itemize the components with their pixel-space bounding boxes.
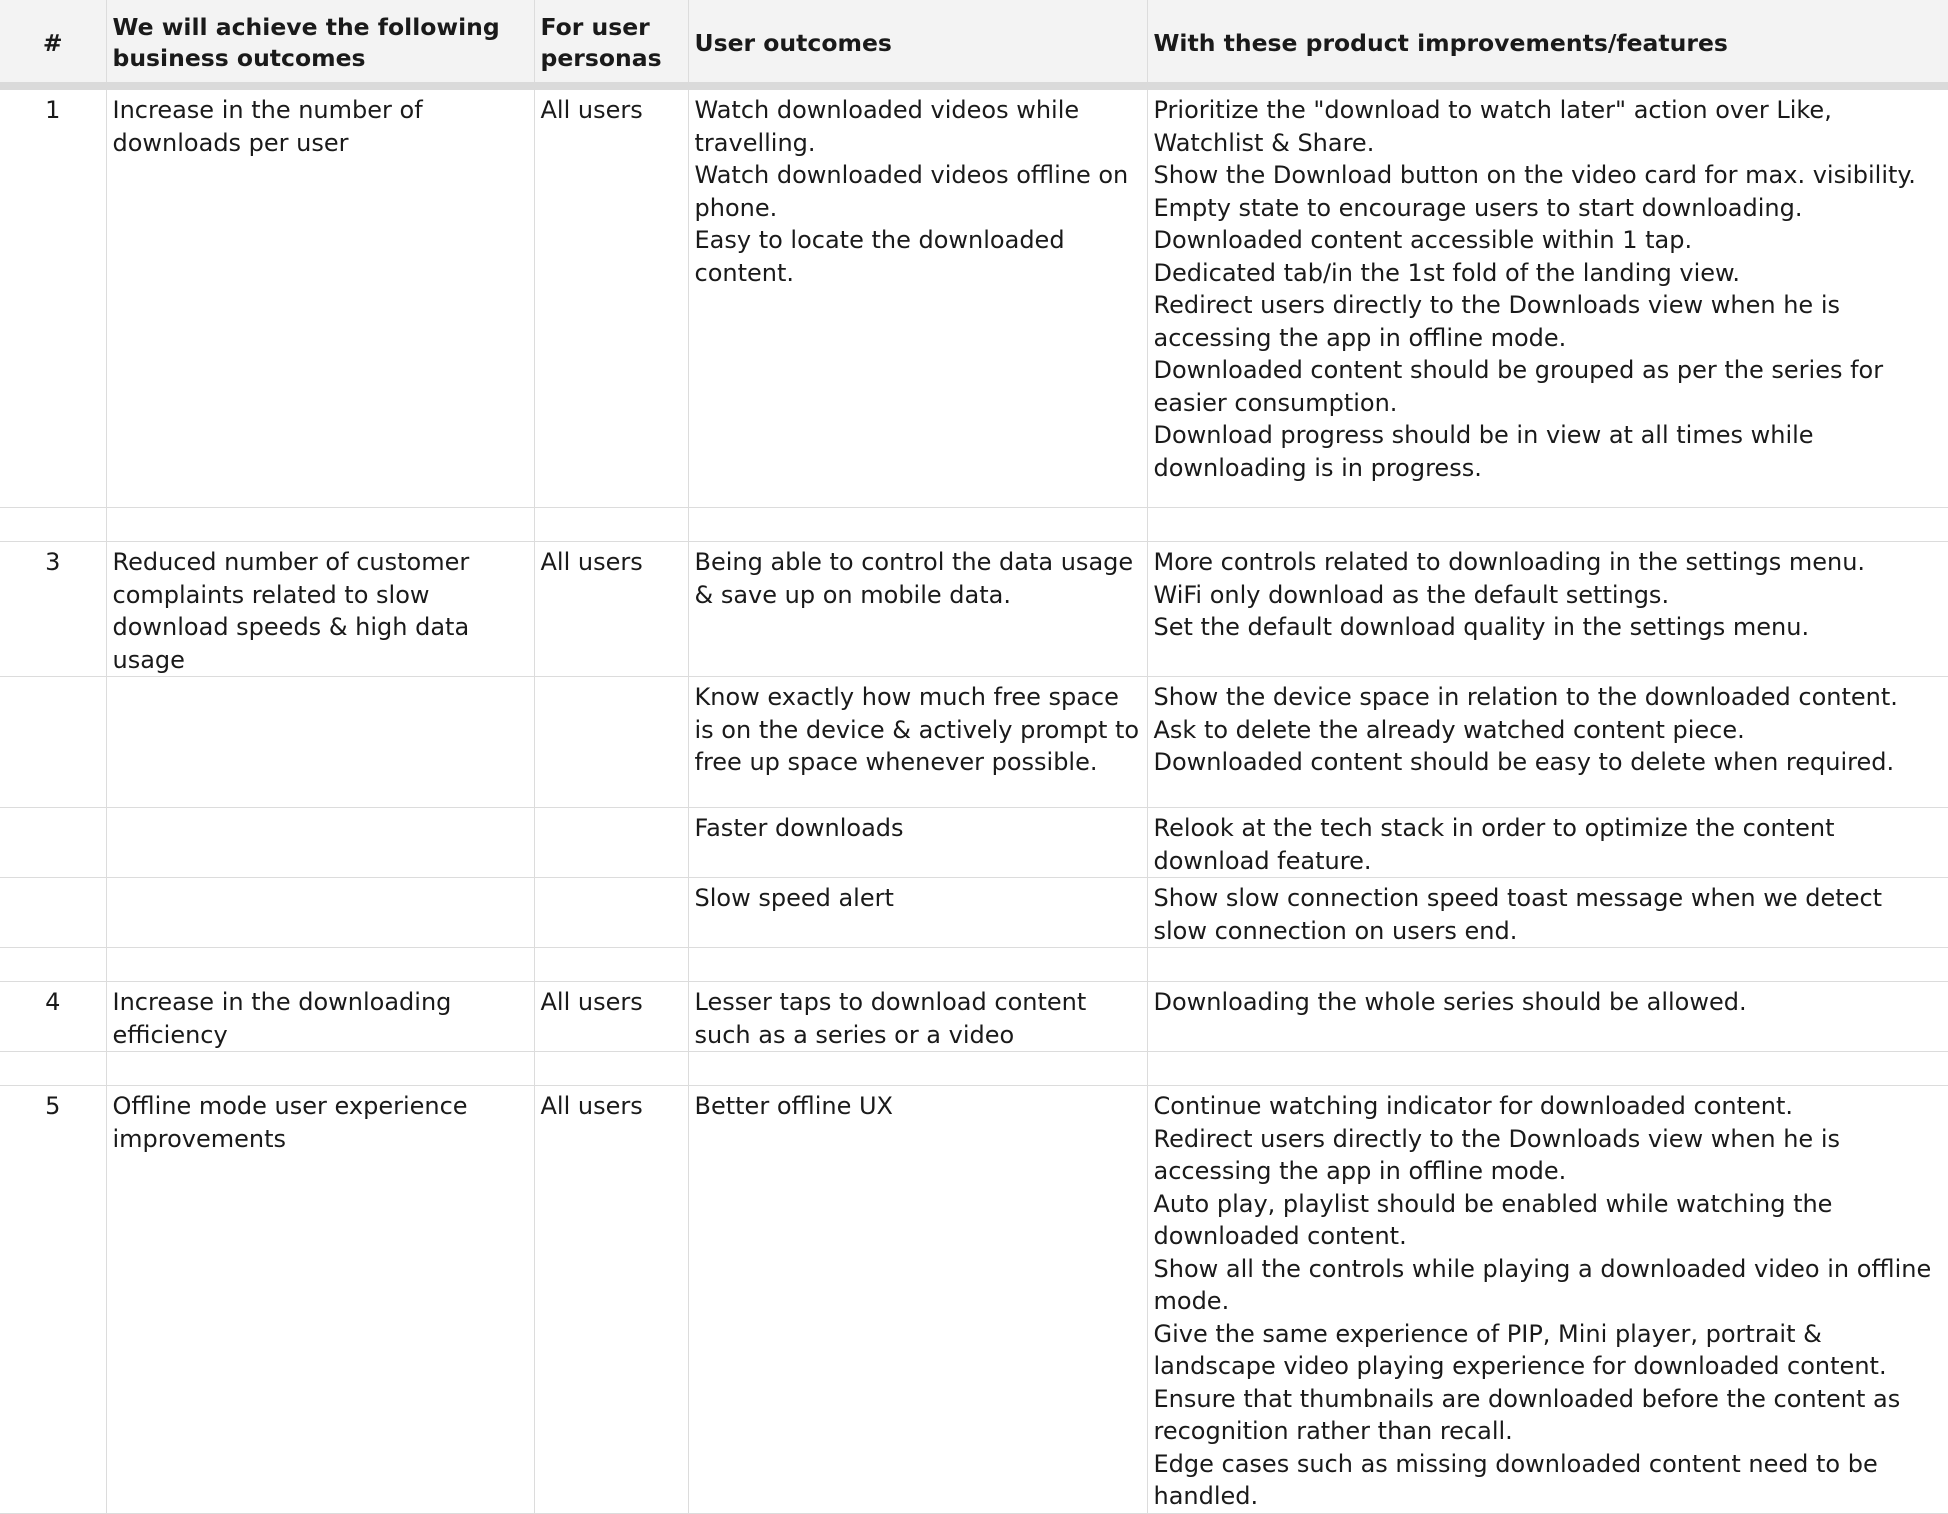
feature-line: Dedicated tab/in the 1st fold of the landing view. <box>1153 258 1741 287</box>
header-row <box>0 0 1948 86</box>
user-outcomes-cell[interactable] <box>688 1086 1147 1514</box>
features-cell[interactable] <box>1147 808 1948 878</box>
feature-line: Downloading the whole series should be allowed. <box>1153 988 1747 1016</box>
feature-line: Download progress should be in view at all times while downloading is in progress. <box>1153 421 1814 482</box>
row-number-cell[interactable] <box>0 677 106 808</box>
row-number-cell[interactable]: 5 <box>0 1086 106 1514</box>
empty-cell[interactable] <box>0 508 106 542</box>
empty-row <box>0 508 1948 542</box>
table-row <box>0 808 1948 878</box>
features-cell[interactable] <box>1147 878 1948 948</box>
feature-line: Downloaded content accessible within 1 tap. <box>1153 226 1693 254</box>
outcome-line: Watch downloaded videos offline on phone. <box>694 161 1129 222</box>
feature-line: Redirect users directly to the Downloads view when he is accessing the app in offline mode. <box>1153 291 1840 352</box>
empty-cell[interactable] <box>0 948 106 982</box>
row-number-cell[interactable]: 4 <box>0 982 106 1052</box>
user-outcomes-cell[interactable] <box>688 878 1147 948</box>
empty-cell[interactable] <box>688 1052 1147 1086</box>
feature-line: Relook at the tech stack in order to optimize the content download feature. <box>1153 814 1835 875</box>
feature-line: Redirect users directly to the Downloads view when he is accessing the app in offline mode. <box>1153 1124 1840 1185</box>
feature-line: Auto play, playlist should be enabled while watching the downloaded content. <box>1153 1189 1833 1250</box>
table-row <box>0 1086 1948 1514</box>
persona-cell[interactable]: All users <box>534 86 688 508</box>
business-outcome-cell[interactable]: Increase in the number of downloads per user <box>106 86 534 508</box>
feature-line: Ask to delete the already watched content piece. <box>1153 715 1745 744</box>
business-outcome-cell[interactable]: Reduced number of customer complaints related to slow download speeds & high data usage <box>106 542 534 677</box>
empty-cell[interactable] <box>534 948 688 982</box>
persona-cell[interactable] <box>534 808 688 878</box>
user-outcomes-cell[interactable] <box>688 982 1147 1052</box>
feature-line: Empty state to encourage users to start downloading. <box>1153 193 1803 222</box>
user-outcomes-cell[interactable] <box>688 86 1147 508</box>
empty-row <box>0 1052 1948 1086</box>
feature-line: Downloaded content should be grouped as per the series for easier consumption. <box>1153 356 1884 417</box>
empty-cell[interactable] <box>1147 948 1948 982</box>
business-outcome-cell[interactable] <box>106 808 534 878</box>
feature-line: Edge cases such as missing downloaded content need to be handled. <box>1153 1449 1878 1510</box>
features-cell[interactable] <box>1147 86 1948 508</box>
empty-cell[interactable] <box>1147 1052 1948 1086</box>
feature-line: Prioritize the "download to watch later" action over Like, Watchlist & Share. <box>1153 96 1832 157</box>
features-cell[interactable] <box>1147 1086 1948 1514</box>
feature-line: Set the default download quality in the settings menu. <box>1153 613 1810 641</box>
outcome-line: Know exactly how much free space is on the device & actively prompt to free up space whenever possible. <box>694 683 1140 776</box>
feature-line: Downloaded content should be easy to delete when required. <box>1153 748 1895 776</box>
feature-line: Show slow connection speed toast message when we detect slow connection on users end. <box>1153 884 1883 945</box>
outcome-line: Watch downloaded videos while travelling. <box>694 96 1080 157</box>
persona-cell[interactable]: All users <box>534 542 688 677</box>
feature-line: Continue watching indicator for downloaded content. <box>1153 1092 1794 1120</box>
outcome-line: Being able to control the data usage & save up on mobile data. <box>694 548 1134 609</box>
persona-cell[interactable]: All users <box>534 1086 688 1514</box>
header-number[interactable]: # <box>0 0 106 86</box>
table-row <box>0 86 1948 508</box>
header-features[interactable]: With these product improvements/features <box>1147 0 1948 86</box>
outcome-line: Slow speed alert <box>694 884 894 912</box>
feature-line: WiFi only download as the default settings. <box>1153 580 1670 609</box>
row-number-cell[interactable] <box>0 878 106 948</box>
user-outcomes-cell[interactable] <box>688 542 1147 677</box>
row-number-cell[interactable]: 3 <box>0 542 106 677</box>
features-cell[interactable] <box>1147 982 1948 1052</box>
business-outcome-cell[interactable] <box>106 878 534 948</box>
feature-line: More controls related to downloading in the settings menu. <box>1153 548 1866 576</box>
features-cell[interactable] <box>1147 677 1948 808</box>
empty-cell[interactable] <box>106 508 534 542</box>
empty-row <box>0 948 1948 982</box>
table-row <box>0 982 1948 1052</box>
header-user-personas[interactable]: For user personas <box>534 0 688 86</box>
features-cell[interactable] <box>1147 542 1948 677</box>
empty-cell[interactable] <box>0 1052 106 1086</box>
business-outcome-cell[interactable] <box>106 677 534 808</box>
outcome-line: Lesser taps to download content such as a series or a video <box>694 988 1087 1049</box>
outcome-line: Better offline UX <box>694 1092 893 1120</box>
empty-cell[interactable] <box>534 508 688 542</box>
user-outcomes-cell[interactable] <box>688 808 1147 878</box>
feature-line: Show the device space in relation to the downloaded content. <box>1153 683 1898 711</box>
outcome-line: Faster downloads <box>694 814 904 842</box>
persona-cell[interactable] <box>534 677 688 808</box>
feature-line: Show all the controls while playing a downloaded video in offline mode. <box>1153 1254 1932 1315</box>
empty-cell[interactable] <box>534 1052 688 1086</box>
empty-cell[interactable] <box>106 1052 534 1086</box>
table-row <box>0 542 1948 677</box>
business-outcome-cell[interactable]: Offline mode user experience improvements <box>106 1086 534 1514</box>
outcome-line: Easy to locate the downloaded content. <box>694 226 1065 287</box>
empty-cell[interactable] <box>1147 508 1948 542</box>
row-number-cell[interactable]: 1 <box>0 86 106 508</box>
table-row <box>0 677 1948 808</box>
empty-cell[interactable] <box>688 948 1147 982</box>
business-outcome-cell[interactable]: Increase in the downloading efficiency <box>106 982 534 1052</box>
empty-cell[interactable] <box>688 508 1147 542</box>
feature-line: Show the Download button on the video card for max. visibility. <box>1153 161 1916 189</box>
header-user-outcomes[interactable]: User outcomes <box>688 0 1147 86</box>
header-business-outcomes[interactable]: We will achieve the following business outcomes <box>106 0 534 86</box>
table-row <box>0 878 1948 948</box>
empty-cell[interactable] <box>106 948 534 982</box>
user-outcomes-cell[interactable] <box>688 677 1147 808</box>
persona-cell[interactable] <box>534 878 688 948</box>
feature-line: Give the same experience of PIP, Mini player, portrait & landscape video playing experience for downloaded content. <box>1153 1319 1887 1380</box>
feature-line: Ensure that thumbnails are downloaded before the content as recognition rather than recall. <box>1153 1384 1901 1445</box>
persona-cell[interactable]: All users <box>534 982 688 1052</box>
row-number-cell[interactable] <box>0 808 106 878</box>
